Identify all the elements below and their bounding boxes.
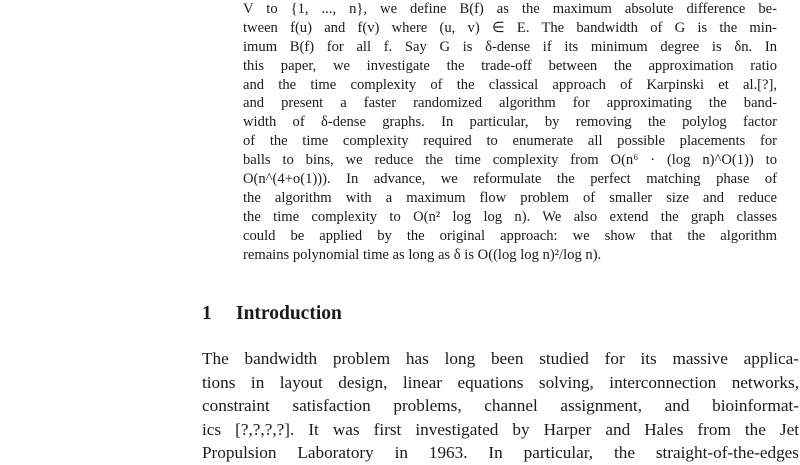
body-paragraph (202, 347, 799, 465)
abstract-line: O(n^(4+o(1))). In advance, we reformulate the perfect matching phase of (243, 171, 777, 188)
abstract-line: this paper, we investigate the trade-off between the approximation ratio (243, 57, 777, 74)
body-line: ics [?,?,?,?]. It was first investigated by Harper and Hales from the Jet (202, 419, 799, 439)
section-number: 1 (202, 303, 212, 324)
abstract-line: and present a faster randomized algorithm for approximating the band- (243, 95, 777, 112)
arxiv-stamp (0, 0, 60, 450)
abstract-line: width of δ-dense graphs. In particular, by removing the polylog factor (243, 114, 777, 131)
abstract-line: and the time complexity of the classical approach of Karpinski et al.[?], (243, 76, 777, 93)
abstract-line: tween f(u) and f(v) where (u, v) ∈ E. The bandwidth of G is the min- (243, 19, 777, 36)
abstract-line: V to {1, ..., n}, we define B(f) as the maximum absolute difference be- (243, 1, 777, 17)
body-line: The bandwidth problem has long been studied for its massive applica- (202, 349, 799, 368)
body-line: Propulsion Laboratory in 1963. In particular, the straight-of-the-edges (202, 443, 799, 463)
abstract (243, 0, 777, 264)
abstract-line: of the time complexity required to enumerate all possible placements for (243, 133, 777, 150)
abstract-line: could be applied by the original approach: we show that the algorithm (243, 227, 777, 244)
abstract-line: remains polynomial time as long as δ is O((log log n)²/log n). (243, 246, 602, 263)
abstract-line: the algorithm with a maximum flow problem of smaller size and reduce (243, 189, 777, 206)
section-heading (202, 303, 342, 325)
body-line: constraint satisfaction problems, channel assignment, and bioinformat- (202, 396, 799, 416)
body-line: tions in layout design, linear equations solving, interconnection networks, (202, 372, 799, 392)
abstract-line: the time complexity to O(n² log log n). We also extend the graph classes (243, 208, 777, 225)
abstract-line: imum B(f) for all f. Say G is δ-dense if its minimum degree is δn. In (243, 38, 777, 55)
section-title: Introduction (236, 303, 342, 324)
abstract-line: balls to bins, we reduce the time complexity from O(n⁶ · (log n)^O(1)) to (243, 152, 777, 169)
